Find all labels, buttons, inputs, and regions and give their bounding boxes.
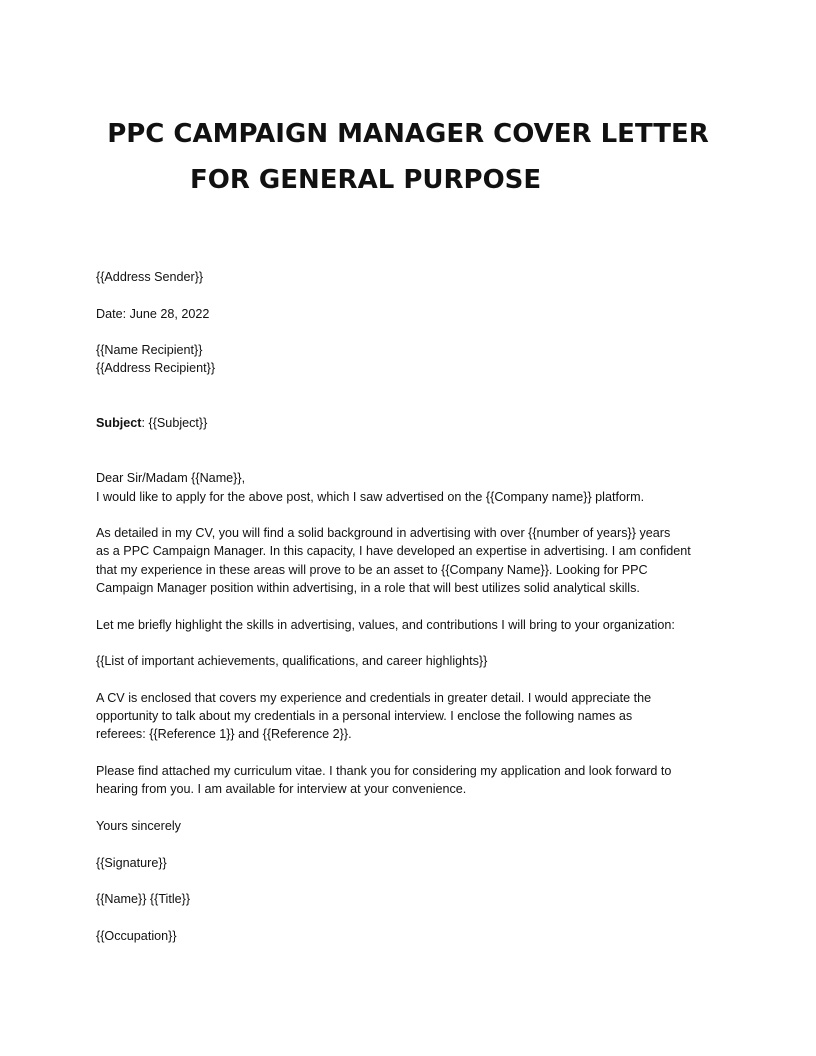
skills-intro-paragraph: Let me briefly highlight the skills in advertising, values, and contributions I will bring to your organization: xyxy=(96,617,675,632)
subject-label: Subject xyxy=(96,416,142,431)
complimentary-close: Yours sincerely xyxy=(96,818,181,833)
paragraph-line: Campaign Manager position within advertising, in a role that will best utilizes solid analytical skills. xyxy=(96,581,640,596)
paragraph-line: A CV is enclosed that covers my experience and credentials in greater detail. I would appreciate the xyxy=(96,690,652,705)
subject-line xyxy=(96,414,736,432)
cv-paragraph xyxy=(96,689,736,744)
paragraph-line: opportunity to talk about my credentials in a personal interview. I enclose the following names as xyxy=(96,709,633,724)
letter-body xyxy=(96,268,736,945)
paragraph-line: As detailed in my CV, you will find a solid background in advertising with over {{number of years}} years xyxy=(96,526,671,541)
document-title-line-1: PPC CAMPAIGN MANAGER COVER LETTER xyxy=(107,119,709,149)
subject-value: : {{Subject}} xyxy=(141,416,208,431)
recipient-address: {{Address Recipient}} xyxy=(96,361,216,376)
signature-placeholder: {{Signature}} xyxy=(96,855,167,870)
paragraph-line: Please find attached my curriculum vitae. I thank you for considering my application and look forward to xyxy=(96,764,672,779)
document-title-line-2: FOR GENERAL PURPOSE xyxy=(190,165,542,195)
paragraph-line: referees: {{Reference 1}} and {{Reference 2}}. xyxy=(96,727,352,742)
name-title-placeholder: {{Name}} {{Title}} xyxy=(96,892,191,907)
experience-paragraph xyxy=(96,524,736,597)
achievements-placeholder: {{List of important achievements, qualifications, and career highlights}} xyxy=(96,654,488,669)
salutation: Dear Sir/Madam {{Name}}, xyxy=(96,471,246,486)
sender-address: {{Address Sender}} xyxy=(96,270,204,284)
paragraph-line: as a PPC Campaign Manager. In this capacity, I have developed an expertise in advertising. I am confident xyxy=(96,544,691,559)
paragraph-line: hearing from you. I am available for interview at your convenience. xyxy=(96,782,467,797)
closing-paragraph xyxy=(96,762,736,799)
recipient-name: {{Name Recipient}} xyxy=(96,343,203,358)
intro-paragraph: I would like to apply for the above post, which I saw advertised on the {{Company name}} platform. xyxy=(96,489,645,504)
occupation-placeholder: {{Occupation}} xyxy=(96,928,177,943)
paragraph-line: that my experience in these areas will prove to be an asset to {{Company Name}}. Looking for PPC xyxy=(96,562,648,577)
letter-date: Date: June 28, 2022 xyxy=(96,306,210,321)
